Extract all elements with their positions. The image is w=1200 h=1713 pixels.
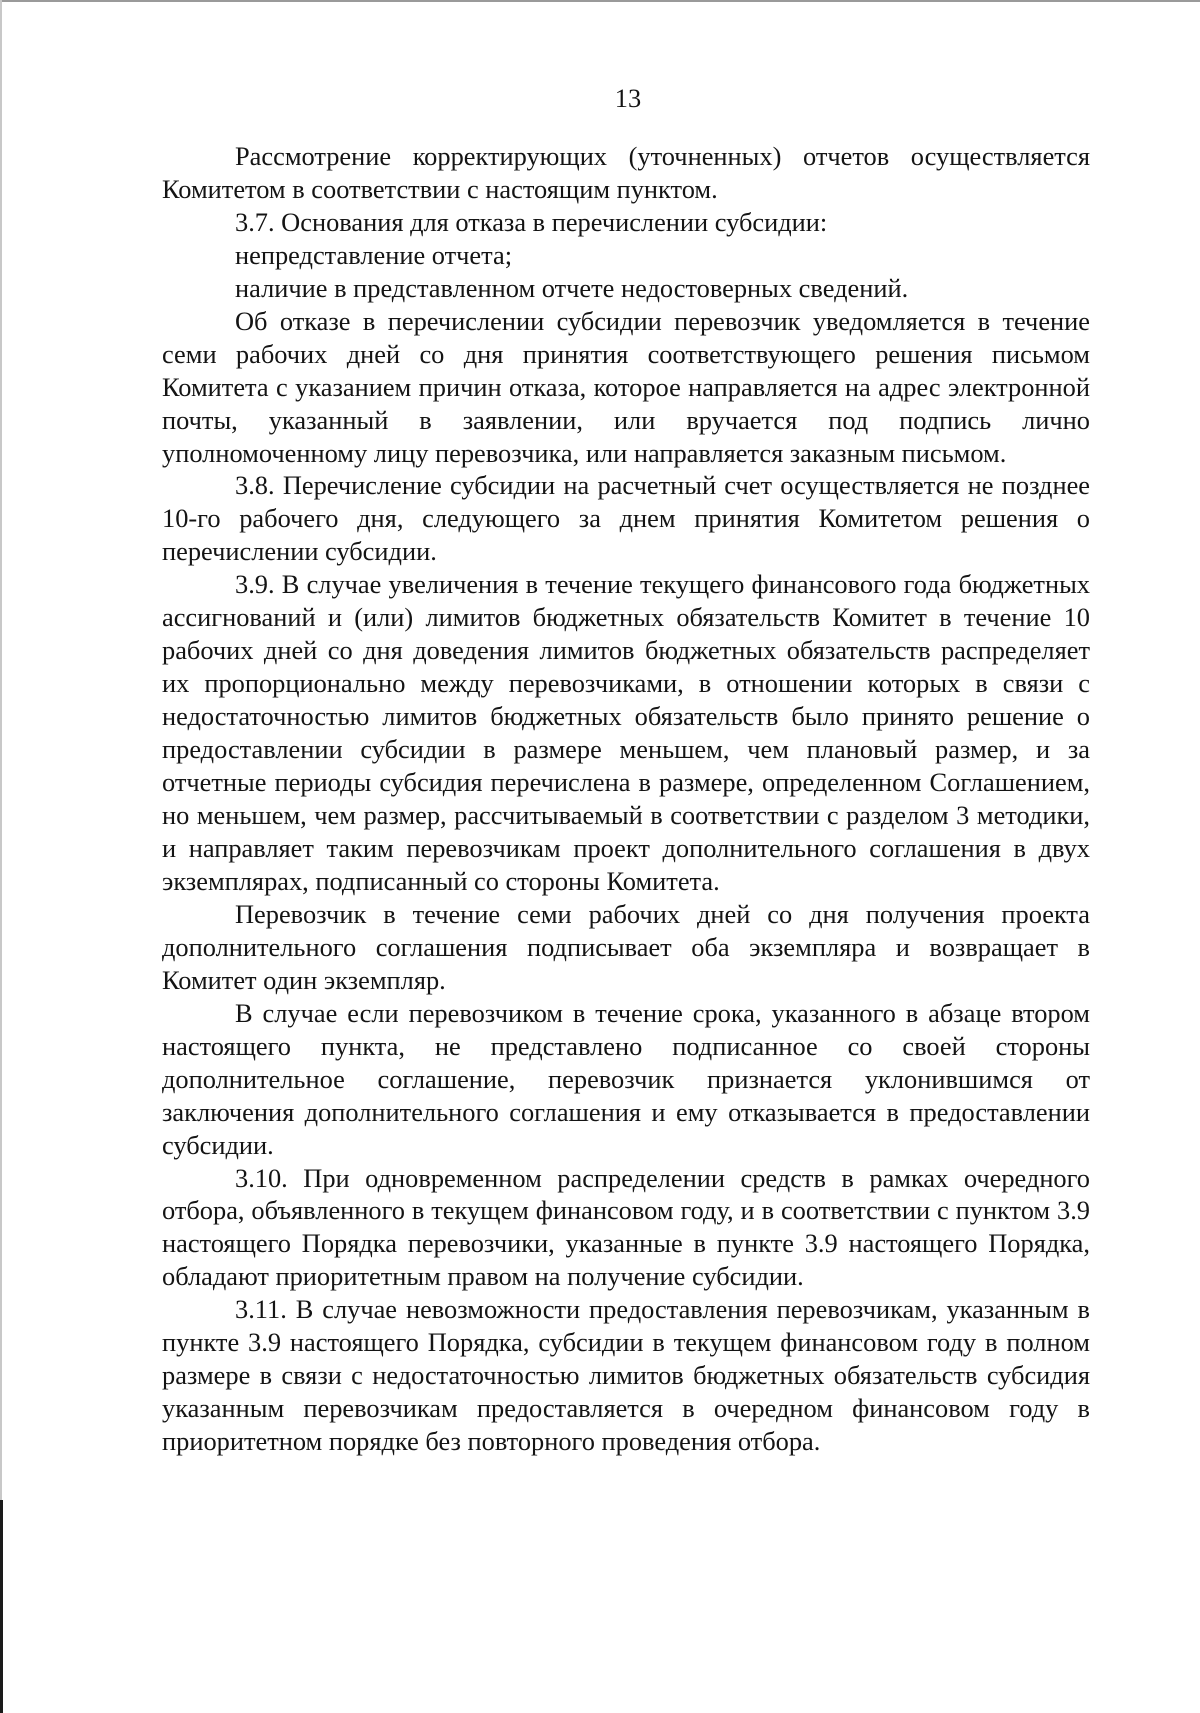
paragraph-3-11: 3.11. В случае невозможности предоставления перевозчикам, указанным в пункте 3.9 настоящего Порядка, субсидии в текущем финансовом году в полном размере в связи с недостаточностью лимитов бюджетных обязательств субсидия указанным перевозчикам предоставляется в очередном финансовом году в приоритетном порядке без повторного проведения отбора. — [162, 1294, 1090, 1457]
paragraph-3-9-carrier-signs: Перевозчик в течение семи рабочих дней со дня получения проекта дополнительного соглашения подписывает оба экземпляра и возвращает в Комитет один экземпляр. — [162, 898, 1090, 995]
document-page — [162, 82, 1090, 1458]
paragraph-review-corrective-reports: Рассмотрение корректирующих (уточненных) отчетов осуществляется Комитетом в соответствии с настоящим пунктом. — [162, 140, 1090, 204]
paragraph-3-9-evasion: В случае если перевозчиком в течение срока, указанного в абзаце втором настоящего пункта, не представлено подписанное со своей стороны дополнительное соглашение, перевозчик признается уклонившимся от заключения дополнительного соглашения и ему отказывается в предоставлении субсидии. — [162, 997, 1090, 1160]
paragraph-3-7-item-2: наличие в представленном отчете недостоверных сведений. — [235, 272, 909, 303]
paragraph-3-8: 3.8. Перечисление субсидии на расчетный счет осуществляется не позднее 10-го рабочего дня, следующего за днем принятия Комитетом решения о перечислении субсидии. — [162, 470, 1090, 567]
scan-edge-left-shadow — [0, 1500, 3, 1713]
scan-edge-left — [0, 0, 2, 1713]
paragraph-3-7-heading: 3.7. Основания для отказа в перечислении субсидии: — [235, 206, 828, 237]
paragraph-3-10: 3.10. При одновременном распределении средств в рамках очередного отбора, объявленного в текущем финансовом году, и в соответствии с пунктом 3.9 настоящего Порядка перевозчики, указанные в пункте 3.9 настоящего Порядка, обладают приоритетным правом на получение субсидии. — [162, 1162, 1090, 1292]
paragraph-refusal-notice: Об отказе в перечислении субсидии перевозчик уведомляется в течение семи рабочих дней со дня принятия соответствующего решения письмом Комитета с указанием причин отказа, которое направляется на адрес электронной почты, указанный в заявлении, или вручается под подпись лично уполномоченному лицу перевозчика, или направляется заказным письмом. — [162, 305, 1090, 468]
page-number: 13 — [614, 83, 642, 113]
paragraph-3-7-item-1: непредставление отчета; — [235, 239, 513, 270]
scan-edge-top — [0, 0, 1200, 2]
paragraph-3-9: 3.9. В случае увеличения в течение текущего финансового года бюджетных ассигнований и (или) лимитов бюджетных обязательств Комитет в течение 10 рабочих дней со дня доведения лимитов бюджетных обязательств распределяет их пропорционально между перевозчиками, в отношении которых в связи с недостаточностью лимитов бюджетных обязательств было принято решение о предоставлении субсидии в размере меньшем, чем плановый размер, и за отчетные периоды субсидия перечислена в размере, определенном Соглашением, но меньшем, чем размер, рассчитываемый в соответствии с разделом 3 методики, и направляет таким перевозчикам проект дополнительного соглашения в двух экземплярах, подписанный со стороны Комитета. — [162, 569, 1090, 896]
